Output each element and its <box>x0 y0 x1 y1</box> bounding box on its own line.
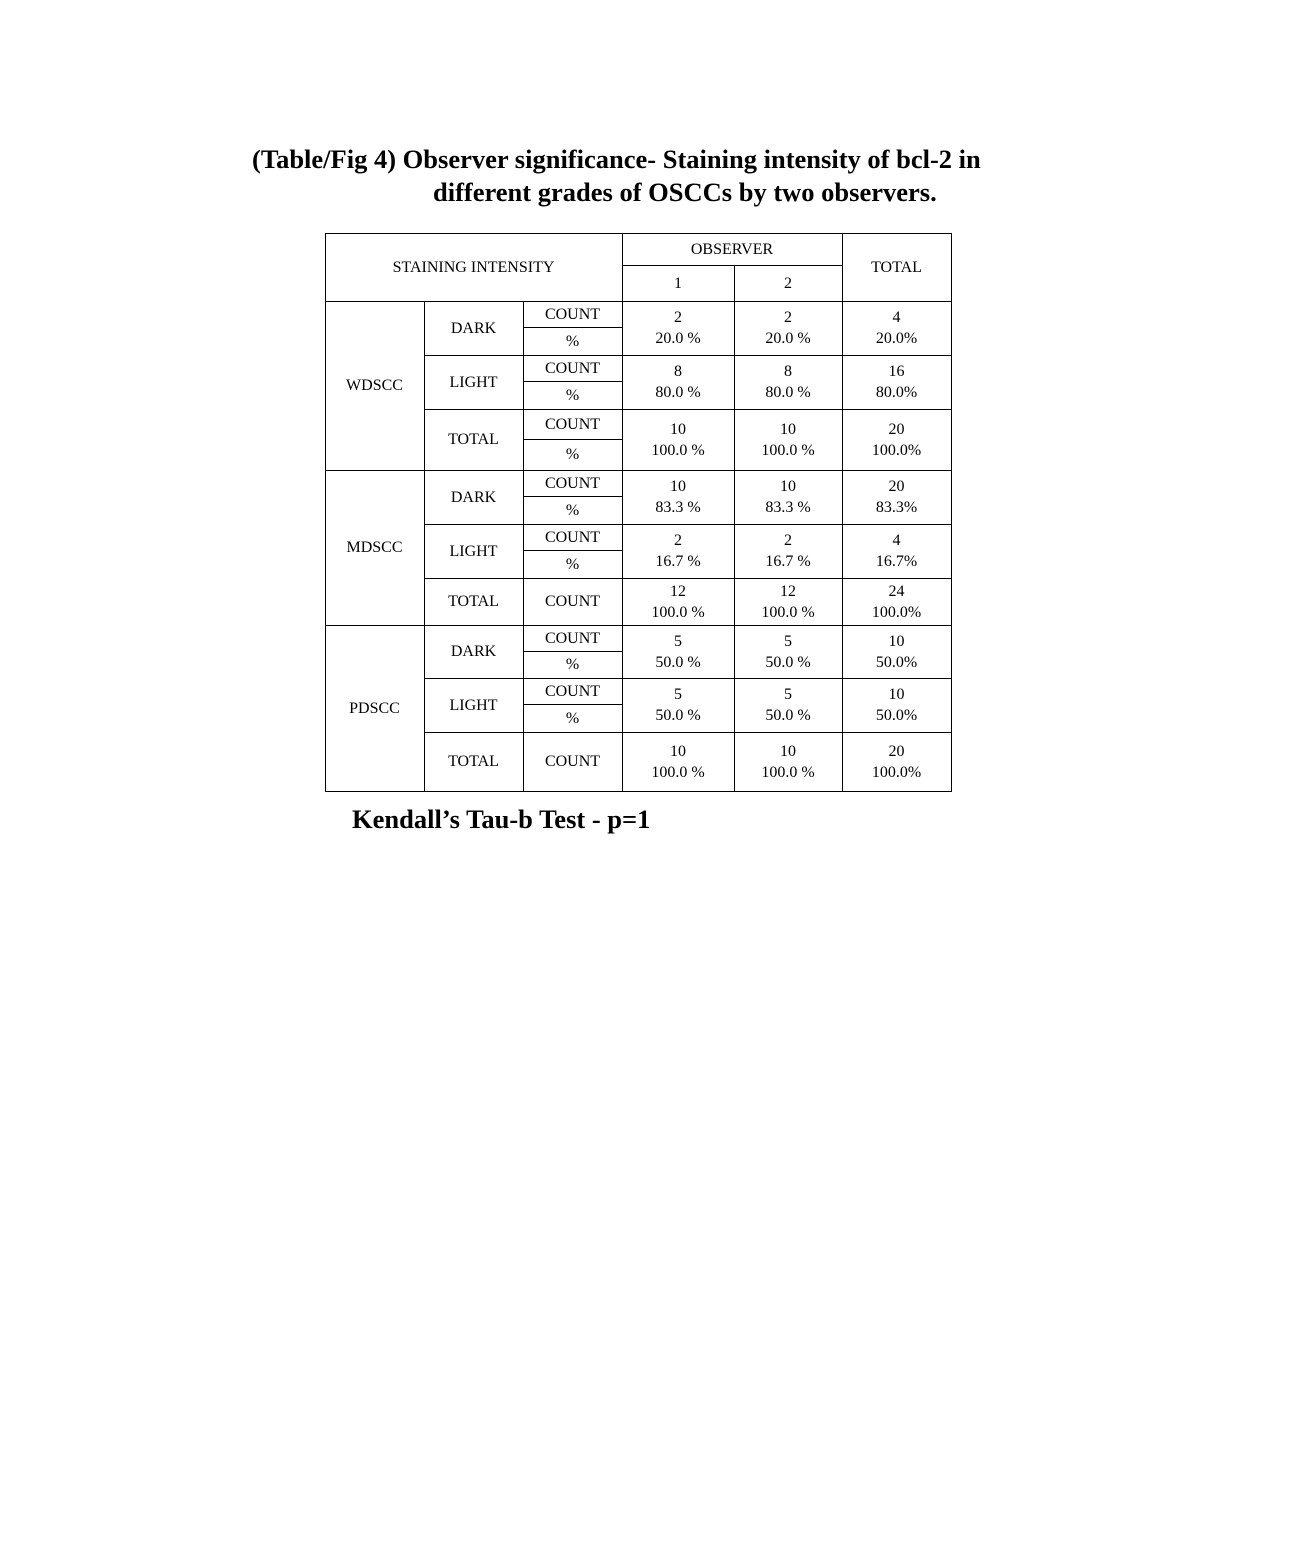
count-label: COUNT <box>544 415 601 433</box>
table-rule <box>523 550 623 551</box>
percent-label: % <box>565 386 580 404</box>
intensity-label: DARK <box>450 319 497 337</box>
observer-1-value <box>622 625 734 678</box>
percent-label: % <box>565 501 580 519</box>
observer-2-value <box>734 301 842 355</box>
figure-title-line-2: different grades of OSCCs by two observers. <box>433 177 937 207</box>
observer-2-value-percent: 20.0 % <box>765 330 811 347</box>
total-value <box>842 355 951 409</box>
header-staining-intensity: STAINING INTENSITY <box>392 258 555 276</box>
observer-1-value-percent: 80.0 % <box>655 384 701 401</box>
observer-2-value <box>734 678 842 732</box>
observer-1-value <box>622 678 734 732</box>
table-rule <box>842 233 843 792</box>
table-rule <box>951 233 952 792</box>
total-value-count: 10 <box>888 686 905 703</box>
total-value-percent: 80.0% <box>875 384 918 401</box>
header-observer-1: 1 <box>674 274 682 292</box>
header-observer-2: 2 <box>784 274 792 292</box>
total-value-percent: 83.3% <box>875 499 918 516</box>
total-value-count: 20 <box>888 742 905 760</box>
count-label: COUNT <box>544 305 601 323</box>
total-value-percent: 100.0% <box>871 603 922 621</box>
total-value-count: 24 <box>888 582 905 600</box>
observer-1-value <box>622 355 734 409</box>
observer-1-value-count: 10 <box>670 420 686 438</box>
observer-1-value-percent: 50.0 % <box>655 653 701 671</box>
total-value-percent: 50.0% <box>875 707 918 724</box>
observer-1-value-percent: 100.0 % <box>651 603 705 621</box>
observer-2-value-count: 10 <box>780 478 796 495</box>
observer-2-value-count: 10 <box>780 420 796 438</box>
total-value-count: 16 <box>888 363 905 380</box>
header-observer: OBSERVER <box>690 240 774 258</box>
observer-1-value <box>622 524 734 578</box>
total-value-count: 20 <box>888 420 905 438</box>
intensity-label: DARK <box>450 643 497 660</box>
observer-1-value-percent: 20.0 % <box>655 330 701 347</box>
observer-1-value-count: 10 <box>670 478 686 495</box>
observer-2-value <box>734 625 842 678</box>
table-rule <box>325 233 952 234</box>
total-value <box>842 732 951 791</box>
observer-1-value-percent: 50.0 % <box>655 707 701 724</box>
total-value-percent: 100.0% <box>871 441 922 459</box>
observer-2-value-count: 10 <box>780 742 796 760</box>
total-value-percent: 16.7% <box>875 553 918 570</box>
total-value-count: 4 <box>892 309 901 326</box>
total-value-count: 10 <box>888 632 905 650</box>
observer-1-value-count: 5 <box>674 686 682 703</box>
statistical-test-note: Kendall’s Tau-b Test - p=1 <box>352 804 651 834</box>
observer-2-value <box>734 470 842 524</box>
observer-2-value-percent: 83.3 % <box>765 499 811 516</box>
figure-title <box>252 143 1072 209</box>
total-value-percent: 100.0% <box>871 763 922 781</box>
table-rule <box>523 439 623 440</box>
table-rule <box>424 301 425 792</box>
table-rule <box>523 381 623 382</box>
intensity-label: LIGHT <box>449 542 498 560</box>
observer-2-value-percent: 50.0 % <box>765 653 811 671</box>
total-value-count: 20 <box>888 478 905 495</box>
count-label: COUNT <box>544 682 601 700</box>
observer-1-value-count: 8 <box>674 363 682 380</box>
observer-2-value <box>734 409 842 470</box>
observer-1-value-count: 2 <box>674 309 682 326</box>
intensity-label: TOTAL <box>448 593 499 610</box>
table-rule <box>325 791 952 792</box>
observer-2-value <box>734 355 842 409</box>
observer-2-value-count: 8 <box>784 363 792 380</box>
intensity-label: DARK <box>450 488 497 506</box>
grade-label: MDSCC <box>346 539 403 556</box>
observer-1-value-count: 12 <box>670 582 686 600</box>
count-label: COUNT <box>544 753 601 770</box>
count-label: COUNT <box>544 593 601 610</box>
table-rule <box>523 301 524 792</box>
table-rule <box>622 265 843 266</box>
count-label: COUNT <box>544 528 601 546</box>
percent-label: % <box>565 446 580 463</box>
total-value-percent: 50.0% <box>875 653 918 671</box>
observer-2-value-percent: 80.0 % <box>765 384 811 401</box>
total-value <box>842 625 951 678</box>
percent-label: % <box>565 656 580 673</box>
count-label: COUNT <box>544 474 601 492</box>
observer-1-value-percent: 16.7 % <box>655 553 701 570</box>
header-total: TOTAL <box>871 258 922 276</box>
intensity-label: TOTAL <box>448 431 499 448</box>
table-rule <box>523 327 623 328</box>
observer-2-value-count: 2 <box>784 309 792 326</box>
percent-label: % <box>565 709 580 727</box>
observer-1-value-count: 5 <box>674 632 682 650</box>
observer-2-value-count: 2 <box>784 532 792 549</box>
table-rule <box>523 496 623 497</box>
total-value <box>842 409 951 470</box>
observer-2-value <box>734 578 842 625</box>
percent-label: % <box>565 332 580 350</box>
count-label: COUNT <box>544 629 601 647</box>
observer-1-value <box>622 301 734 355</box>
total-value <box>842 470 951 524</box>
figure-title-line-1: (Table/Fig 4) Observer significance- Staining intensity of bcl-2 in <box>252 144 981 174</box>
intensity-label: TOTAL <box>448 753 499 770</box>
percent-label: % <box>565 555 580 573</box>
intensity-label: LIGHT <box>449 373 498 391</box>
observer-1-value <box>622 578 734 625</box>
table-rule <box>523 651 623 652</box>
observer-2-value-count: 5 <box>784 686 792 703</box>
table-rule <box>523 704 623 705</box>
observer-1-value <box>622 470 734 524</box>
table-rule <box>734 265 735 792</box>
count-label: COUNT <box>544 359 601 377</box>
total-value <box>842 301 951 355</box>
observer-1-value-percent: 100.0 % <box>651 763 705 781</box>
observer-2-value-count: 12 <box>780 582 796 600</box>
observer-1-value-percent: 100.0 % <box>651 441 705 459</box>
observer-2-value-percent: 100.0 % <box>761 603 815 621</box>
observer-2-value <box>734 524 842 578</box>
observer-2-value <box>734 732 842 791</box>
total-value <box>842 578 951 625</box>
grade-label: WDSCC <box>346 377 403 394</box>
observer-1-value <box>622 409 734 470</box>
observer-1-value <box>622 732 734 791</box>
observer-1-value-count: 10 <box>670 742 686 760</box>
table-rule <box>622 233 623 792</box>
observer-2-value-percent: 100.0 % <box>761 441 815 459</box>
total-value-count: 4 <box>892 532 901 549</box>
total-value <box>842 524 951 578</box>
observer-1-value-count: 2 <box>674 532 682 549</box>
observer-1-value-percent: 83.3 % <box>655 499 701 516</box>
observer-2-value-percent: 50.0 % <box>765 707 811 724</box>
observer-2-value-percent: 100.0 % <box>761 763 815 781</box>
grade-label: PDSCC <box>349 699 400 717</box>
total-value <box>842 678 951 732</box>
intensity-label: LIGHT <box>449 696 498 714</box>
total-value-percent: 20.0% <box>875 330 918 347</box>
observer-2-value-count: 5 <box>784 632 792 650</box>
table-rule <box>325 233 326 792</box>
observer-2-value-percent: 16.7 % <box>765 553 811 570</box>
